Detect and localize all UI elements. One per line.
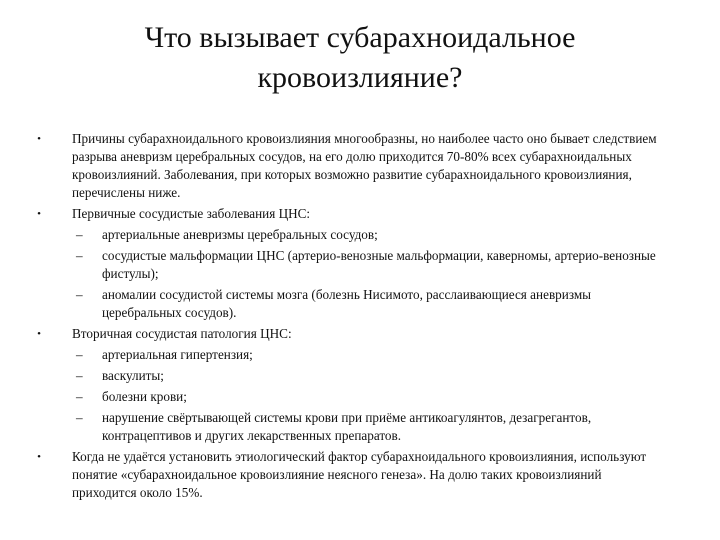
- sub-item: [34, 226, 664, 244]
- dash-icon: –: [76, 227, 83, 242]
- sub-item: [34, 346, 664, 364]
- sub-item-text: артериальные аневризмы церебральных сосудов;: [102, 227, 378, 242]
- bullet-item-causes: [34, 130, 664, 202]
- sub-item: [34, 247, 664, 283]
- dash-icon: –: [76, 347, 83, 362]
- dash-icon: –: [76, 248, 83, 263]
- bullet-icon: •: [37, 328, 41, 340]
- sub-item: [34, 409, 664, 445]
- bullet-text: Первичные сосудистые заболевания ЦНС:: [72, 206, 311, 221]
- dash-icon: –: [76, 287, 83, 302]
- bullet-icon: •: [37, 133, 41, 145]
- sub-item: [34, 286, 664, 322]
- sub-item: [34, 388, 664, 406]
- sub-item-text: васкулиты;: [102, 368, 164, 383]
- bullet-icon: •: [37, 451, 41, 463]
- bullet-item-primary: [34, 205, 664, 223]
- dash-icon: –: [76, 389, 83, 404]
- bullet-text: Причины субарахноидального кровоизлияния многообразны, но наиболее часто оно бывает следствием разрыва аневризм церебральных сосудов, на его долю приходится 70-80% всех субарахноидальных кровоизлияний. Заболевания, при которых возможно развитие субарахноидального кровоизлияния, перечислены ниже.: [72, 131, 657, 200]
- title-line-2: кровоизлияние?: [257, 61, 463, 94]
- bullet-item-unknown-genesis: [34, 448, 664, 502]
- sub-item-text: нарушение свёртывающей системы крови при приёме антикоагулянтов, дезагрегантов, контрацептивов и других лекарственных препаратов.: [102, 410, 592, 443]
- bullet-text: Вторичная сосудистая патология ЦНС:: [72, 326, 292, 341]
- bullet-icon: •: [37, 208, 41, 220]
- slide-body: [34, 130, 664, 505]
- slide-title: [90, 18, 630, 98]
- sub-item-text: артериальная гипертензия;: [102, 347, 253, 362]
- bullet-text: Когда не удаётся установить этиологический фактор субарахноидального кровоизлияния, используют понятие «субарахноидальное кровоизлияние неясного генеза». На долю таких кровоизлияний приходится около 15%.: [72, 449, 647, 500]
- bullet-item-secondary: [34, 325, 664, 343]
- dash-icon: –: [76, 410, 83, 425]
- sub-item-text: сосудистые мальформации ЦНС (артерио-венозные мальформации, каверномы, артерио-венозные фистулы);: [102, 248, 656, 281]
- sub-item-text: болезни крови;: [102, 389, 187, 404]
- sub-item: [34, 367, 664, 385]
- dash-icon: –: [76, 368, 83, 383]
- title-line-1: Что вызывает субарахноидальное: [144, 21, 576, 54]
- sub-item-text: аномалии сосудистой системы мозга (болезнь Нисимото, расслаивающиеся аневризмы церебральных сосудов).: [102, 287, 592, 320]
